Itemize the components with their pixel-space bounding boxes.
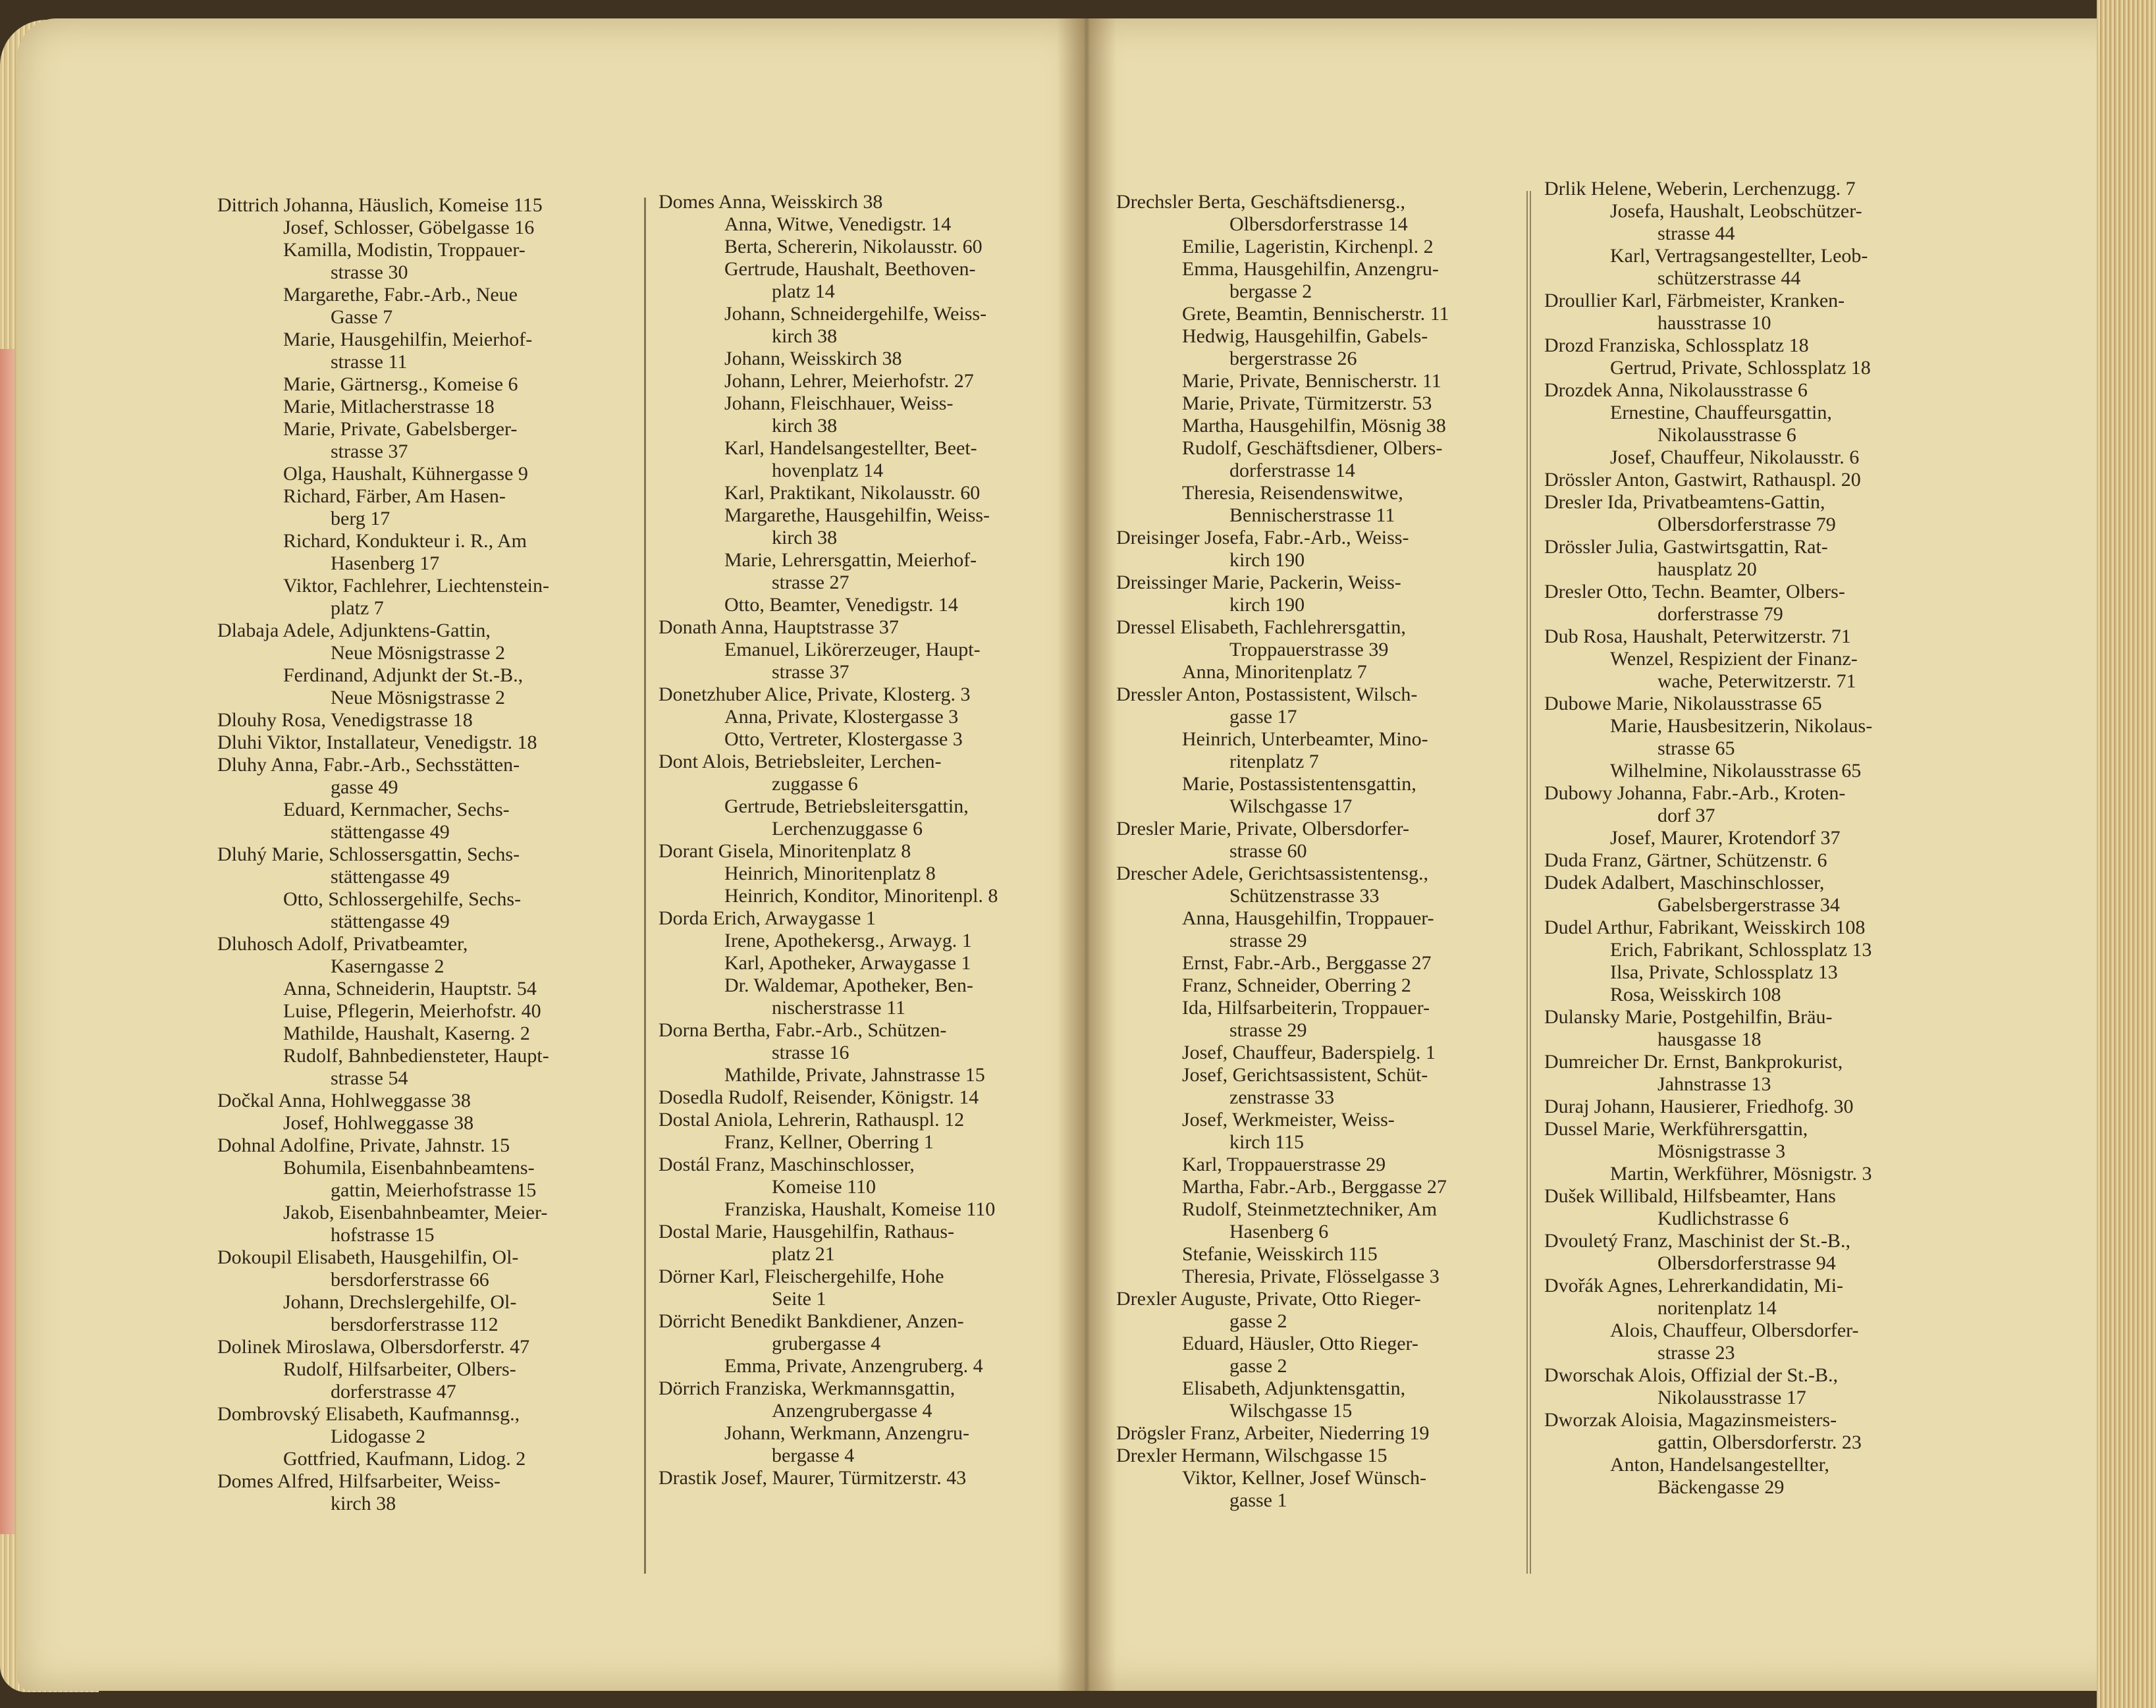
directory-continuation-line: Bennischerstrasse 11 [1229, 504, 1395, 526]
directory-continuation-line: Gabelsbergerstrasse 34 [1657, 894, 1840, 916]
directory-continuation-line: strasse 23 [1657, 1342, 1735, 1364]
directory-continuation-line: Kamilla, Modistin, Troppauer- [283, 239, 526, 261]
directory-continuation-line: dorferstrasse 47 [331, 1381, 456, 1402]
directory-continuation-line: Anna, Schneiderin, Hauptstr. 54 [283, 978, 537, 1000]
directory-continuation-line: Emilie, Lageristin, Kirchenpl. 2 [1182, 236, 1434, 257]
directory-continuation-line: Nikolausstrasse 6 [1657, 424, 1796, 446]
directory-continuation-line: Olbersdorferstrasse 79 [1657, 514, 1836, 535]
directory-continuation-line: stättengasse 49 [331, 866, 450, 888]
directory-continuation-line: Rudolf, Geschäftsdiener, Olbers- [1182, 437, 1443, 459]
page-edges-right [2097, 0, 2156, 1708]
directory-continuation-line: Irene, Apothekersg., Arwayg. 1 [724, 930, 972, 951]
directory-continuation-line: strasse 29 [1229, 930, 1307, 951]
directory-continuation-line: Theresia, Reisendenswitwe, [1182, 482, 1403, 504]
directory-continuation-line: dorferstrasse 79 [1657, 603, 1783, 625]
directory-continuation-line: Marie, Private, Bennischerstr. 11 [1182, 370, 1442, 392]
directory-entry-line: Dworschak Alois, Offizial der St.-B., [1544, 1364, 1839, 1386]
directory-continuation-line: strasse 16 [772, 1042, 849, 1063]
directory-continuation-line: Marie, Hausbesitzerin, Nikolaus- [1610, 715, 1873, 737]
directory-entry-line: Drössler Anton, Gastwirt, Rathauspl. 20 [1544, 469, 1861, 491]
directory-column-1 [217, 194, 639, 1515]
directory-continuation-line: Marie, Mitlacherstrasse 18 [283, 396, 495, 417]
directory-continuation-line: Johann, Fleischhauer, Weiss- [724, 392, 954, 414]
directory-continuation-line: Komeise 110 [772, 1176, 876, 1198]
directory-continuation-line: hausstrasse 10 [1657, 312, 1771, 334]
directory-entry-line: Drozd Franziska, Schlossplatz 18 [1544, 334, 1809, 356]
directory-continuation-line: Hasenberg 6 [1229, 1221, 1329, 1242]
directory-continuation-line: strasse 11 [331, 351, 408, 373]
directory-entry-line: Dressler Anton, Postassistent, Wilsch- [1116, 683, 1418, 705]
directory-continuation-line: kirch 190 [1229, 594, 1305, 616]
directory-entry-line: Dittrich Johanna, Häuslich, Komeise 115 [217, 194, 543, 216]
directory-entry-line: Dresler Marie, Private, Olbersdorfer- [1116, 818, 1410, 840]
directory-continuation-line: Nikolausstrasse 17 [1657, 1387, 1806, 1408]
directory-continuation-line: platz 14 [772, 280, 835, 302]
directory-continuation-line: Erich, Fabrikant, Schlossplatz 13 [1610, 939, 1872, 961]
directory-continuation-line: Olbersdorferstrasse 94 [1657, 1252, 1836, 1274]
directory-continuation-line: Anton, Handelsangestellter, [1610, 1454, 1829, 1476]
directory-entry-line: Dlabaja Adele, Adjunktens-Gattin, [217, 620, 491, 641]
directory-entry-line: Dluhy Anna, Fabr.-Arb., Sechsstätten- [217, 754, 520, 776]
directory-continuation-line: Martin, Werkführer, Mösnigstr. 3 [1610, 1163, 1872, 1185]
directory-entry-line: Dolinek Miroslawa, Olbersdorferstr. 47 [217, 1336, 530, 1358]
directory-continuation-line: Schützenstrasse 33 [1229, 885, 1380, 907]
directory-entry-line: Dreisinger Josefa, Fabr.-Arb., Weiss- [1116, 527, 1409, 548]
directory-continuation-line: Gasse 7 [331, 306, 393, 328]
directory-continuation-line: Martha, Hausgehilfin, Mösnig 38 [1182, 415, 1446, 437]
directory-entry-line: Domes Alfred, Hilfsarbeiter, Weiss- [217, 1470, 500, 1492]
directory-continuation-line: Anna, Private, Klostergasse 3 [724, 706, 959, 728]
directory-column-3 [1116, 191, 1521, 1512]
directory-entry-line: Dokoupil Elisabeth, Hausgehilfin, Ol- [217, 1246, 519, 1268]
directory-continuation-line: Johann, Schneidergehilfe, Weiss- [724, 303, 987, 325]
directory-entry-line: Dörner Karl, Fleischergehilfe, Hohe [659, 1266, 944, 1287]
directory-entry-line: Drastik Josef, Maurer, Türmitzerstr. 43 [659, 1467, 967, 1489]
directory-column-2 [659, 191, 1080, 1489]
directory-continuation-line: strasse 65 [1657, 737, 1735, 759]
directory-continuation-line: Rudolf, Steinmetztechniker, Am [1182, 1198, 1438, 1220]
directory-entry-line: Dorant Gisela, Minoritenplatz 8 [659, 840, 911, 862]
directory-continuation-line: Viktor, Fachlehrer, Liechtenstein- [283, 575, 549, 597]
directory-continuation-line: nischerstrasse 11 [772, 997, 905, 1019]
directory-entry-line: Dostal Marie, Hausgehilfin, Rathaus- [659, 1221, 955, 1242]
directory-continuation-line: wache, Peterwitzerstr. 71 [1657, 670, 1856, 692]
directory-continuation-line: Alois, Chauffeur, Olbersdorfer- [1610, 1320, 1859, 1341]
directory-continuation-line: kirch 38 [772, 415, 838, 437]
directory-continuation-line: grubergasse 4 [772, 1333, 881, 1354]
directory-continuation-line: Lerchenzuggasse 6 [772, 818, 923, 840]
directory-continuation-line: Neue Mösnigstrasse 2 [331, 687, 505, 708]
directory-entry-line: Dvořák Agnes, Lehrerkandidatin, Mi- [1544, 1275, 1844, 1296]
directory-continuation-line: Hasenberg 17 [331, 552, 440, 574]
directory-continuation-line: Rudolf, Hilfsarbeiter, Olbers- [283, 1358, 516, 1380]
directory-entry-line: Dluhi Viktor, Installateur, Venedigstr. 18 [217, 732, 537, 753]
directory-continuation-line: Jakob, Eisenbahnbeamter, Meier- [283, 1202, 548, 1223]
directory-continuation-line: Josef, Chauffeur, Baderspielg. 1 [1182, 1042, 1436, 1063]
directory-continuation-line: Troppauerstrasse 39 [1229, 639, 1389, 660]
directory-continuation-line: Heinrich, Konditor, Minoritenpl. 8 [724, 885, 998, 907]
directory-continuation-line: Ferdinand, Adjunkt der St.-B., [283, 664, 524, 686]
directory-continuation-line: strasse 60 [1229, 840, 1307, 862]
directory-entry-line: Dosedla Rudolf, Reisender, Königstr. 14 [659, 1086, 979, 1108]
directory-continuation-line: gasse 2 [1229, 1355, 1287, 1377]
directory-continuation-line: Viktor, Kellner, Josef Wünsch- [1182, 1467, 1426, 1489]
directory-continuation-line: Otto, Schlossergehilfe, Sechs- [283, 888, 522, 910]
directory-continuation-line: Richard, Kondukteur i. R., Am [283, 530, 527, 552]
directory-entry-line: Donetzhuber Alice, Private, Klosterg. 3 [659, 683, 971, 705]
directory-entry-line: Domes Anna, Weisskirch 38 [659, 191, 883, 213]
directory-continuation-line: Hedwig, Hausgehilfin, Gabels- [1182, 325, 1428, 347]
directory-continuation-line: Otto, Beamter, Venedigstr. 14 [724, 594, 958, 616]
directory-continuation-line: Stefanie, Weisskirch 115 [1182, 1243, 1378, 1265]
page-edge-tint [0, 349, 14, 1534]
directory-entry-line: Duda Franz, Gärtner, Schützenstr. 6 [1544, 849, 1827, 871]
directory-continuation-line: gasse 1 [1229, 1489, 1287, 1511]
directory-continuation-line: Kaserngasse 2 [331, 955, 445, 977]
directory-continuation-line: hausgasse 18 [1657, 1028, 1762, 1050]
directory-continuation-line: Mathilde, Haushalt, Kaserng. 2 [283, 1023, 530, 1044]
directory-entry-line: Dluhý Marie, Schlossersgattin, Sechs- [217, 843, 520, 865]
directory-entry-line: Donath Anna, Hauptstrasse 37 [659, 616, 899, 638]
directory-continuation-line: Karl, Vertragsangestellter, Leob- [1610, 245, 1868, 267]
directory-entry-line: Drexler Hermann, Wilschgasse 15 [1116, 1445, 1388, 1466]
directory-continuation-line: Emma, Private, Anzengruberg. 4 [724, 1355, 983, 1377]
directory-entry-line: Dubowe Marie, Nikolausstrasse 65 [1544, 693, 1822, 714]
directory-continuation-line: kirch 38 [772, 527, 838, 548]
directory-continuation-line: Marie, Gärtnersg., Komeise 6 [283, 373, 518, 395]
directory-continuation-line: gattin, Meierhofstrasse 15 [331, 1179, 537, 1201]
directory-continuation-line: Wenzel, Respizient der Finanz- [1610, 648, 1858, 670]
directory-entry-line: Dressel Elisabeth, Fachlehrersgattin, [1116, 616, 1406, 638]
directory-entry-line: Dluhosch Adolf, Privatbeamter, [217, 933, 468, 955]
directory-entry-line: Dudek Adalbert, Maschinschlosser, [1544, 872, 1825, 894]
directory-continuation-line: strasse 37 [772, 661, 849, 683]
directory-continuation-line: Franz, Kellner, Oberring 1 [724, 1131, 934, 1153]
directory-continuation-line: Marie, Hausgehilfin, Meierhof- [283, 329, 533, 350]
directory-continuation-line: dorf 37 [1657, 805, 1715, 826]
directory-continuation-line: Ernestine, Chauffeursgattin, [1610, 402, 1832, 423]
directory-continuation-line: Josef, Werkmeister, Weiss- [1182, 1109, 1395, 1131]
directory-continuation-line: kirch 190 [1229, 549, 1305, 571]
directory-entry-line: Dont Alois, Betriebsleiter, Lerchen- [659, 751, 942, 772]
directory-continuation-line: bergasse 2 [1229, 280, 1312, 302]
directory-continuation-line: Gertrude, Betriebsleitersgattin, [724, 795, 969, 817]
directory-entry-line: Dresler Otto, Techn. Beamter, Olbers- [1544, 581, 1845, 602]
directory-column-4 [1544, 178, 1992, 1499]
directory-entry-line: Dvouletý Franz, Maschinist der St.-B., [1544, 1230, 1850, 1252]
directory-entry-line: Dorna Bertha, Fabr.-Arb., Schützen- [659, 1019, 947, 1041]
directory-continuation-line: Karl, Praktikant, Nikolausstr. 60 [724, 482, 981, 504]
directory-continuation-line: hovenplatz 14 [772, 460, 884, 481]
directory-continuation-line: strasse 54 [331, 1067, 408, 1089]
directory-entry-line: Dombrovský Elisabeth, Kaufmannsg., [217, 1403, 520, 1425]
directory-entry-line: Drechsler Berta, Geschäftsdienersg., [1116, 191, 1405, 213]
directory-continuation-line: strasse 44 [1657, 223, 1735, 244]
directory-continuation-line: Marie, Private, Gabelsberger- [283, 418, 518, 440]
directory-continuation-line: Johann, Weisskirch 38 [724, 348, 902, 369]
directory-continuation-line: strasse 27 [772, 572, 849, 593]
directory-continuation-line: Karl, Troppauerstrasse 29 [1182, 1154, 1386, 1175]
directory-entry-line: Drössler Julia, Gastwirtsgattin, Rat- [1544, 536, 1828, 558]
directory-continuation-line: platz 21 [772, 1243, 835, 1265]
directory-continuation-line: berg 17 [331, 508, 391, 529]
directory-continuation-line: Gertrude, Haushalt, Beethoven- [724, 258, 976, 280]
directory-continuation-line: Gottfried, Kaufmann, Lidog. 2 [283, 1448, 526, 1470]
directory-continuation-line: Josefa, Haushalt, Leobschützer- [1610, 200, 1862, 222]
directory-entry-line: Dub Rosa, Haushalt, Peterwitzerstr. 71 [1544, 626, 1851, 647]
directory-continuation-line: bergerstrasse 26 [1229, 348, 1357, 369]
directory-continuation-line: bersdorferstrasse 66 [331, 1269, 489, 1291]
directory-continuation-line: Anna, Minoritenplatz 7 [1182, 661, 1367, 683]
directory-continuation-line: Johann, Werkmann, Anzengru- [724, 1422, 969, 1444]
directory-entry-line: Dubowy Johanna, Fabr.-Arb., Kroten- [1544, 782, 1846, 804]
directory-entry-line: Dulansky Marie, Postgehilfin, Bräu- [1544, 1006, 1833, 1028]
directory-entry-line: Dreissinger Marie, Packerin, Weiss- [1116, 572, 1401, 593]
directory-continuation-line: Josef, Hohlweggasse 38 [283, 1112, 474, 1134]
directory-continuation-line: Anna, Witwe, Venedigstr. 14 [724, 213, 952, 235]
directory-entry-line: Drescher Adele, Gerichtsassistentensg., [1116, 863, 1429, 884]
directory-continuation-line: Marie, Postassistentensgattin, [1182, 773, 1416, 795]
directory-entry-line: Dorda Erich, Arwaygasse 1 [659, 907, 876, 929]
directory-continuation-line: Johann, Lehrer, Meierhofstr. 27 [724, 370, 974, 392]
directory-continuation-line: Marie, Private, Türmitzerstr. 53 [1182, 392, 1432, 414]
directory-continuation-line: Eduard, Häusler, Otto Rieger- [1182, 1333, 1418, 1354]
directory-continuation-line: Berta, Schererin, Nikolausstr. 60 [724, 236, 983, 257]
directory-continuation-line: Wilschgasse 15 [1229, 1400, 1353, 1422]
column-rule-left [644, 198, 646, 1574]
directory-continuation-line: Mathilde, Private, Jahnstrasse 15 [724, 1064, 985, 1086]
directory-continuation-line: Josef, Maurer, Krotendorf 37 [1610, 827, 1841, 849]
directory-entry-line: Droullier Karl, Färbmeister, Kranken- [1544, 290, 1845, 311]
directory-continuation-line: Wilschgasse 17 [1229, 795, 1353, 817]
directory-continuation-line: Bohumila, Eisenbahnbeamtens- [283, 1157, 535, 1179]
directory-entry-line: Dlouhy Rosa, Venedigstrasse 18 [217, 709, 473, 731]
directory-continuation-line: kirch 38 [772, 325, 838, 347]
directory-continuation-line: zuggasse 6 [772, 773, 858, 795]
directory-entry-line: Dudel Arthur, Fabrikant, Weisskirch 108 [1544, 917, 1866, 938]
directory-continuation-line: Heinrich, Unterbeamter, Mino- [1182, 728, 1428, 750]
directory-continuation-line: gasse 2 [1229, 1310, 1287, 1332]
directory-entry-line: Drögsler Franz, Arbeiter, Niederring 19 [1116, 1422, 1430, 1444]
directory-entry-line: Dussel Marie, Werkführersgattin, [1544, 1118, 1808, 1140]
directory-continuation-line: noritenplatz 14 [1657, 1297, 1777, 1319]
directory-entry-line: Dohnal Adolfine, Private, Jahnstr. 15 [217, 1134, 510, 1156]
directory-continuation-line: strasse 30 [331, 261, 408, 283]
directory-continuation-line: ritenplatz 7 [1229, 751, 1319, 772]
directory-continuation-line: Karl, Apotheker, Arwaygasse 1 [724, 952, 971, 974]
directory-continuation-line: Eduard, Kernmacher, Sechs- [283, 799, 510, 820]
directory-continuation-line: Ida, Hilfsarbeiterin, Troppauer- [1182, 997, 1430, 1019]
directory-continuation-line: Lidogasse 2 [331, 1426, 426, 1447]
directory-continuation-line: Heinrich, Minoritenplatz 8 [724, 863, 936, 884]
directory-entry-line: Dworzak Aloisia, Magazinsmeisters- [1544, 1409, 1837, 1431]
directory-continuation-line: Mösnigstrasse 3 [1657, 1140, 1786, 1162]
directory-continuation-line: Seite 1 [772, 1288, 826, 1310]
directory-continuation-line: Anna, Hausgehilfin, Troppauer- [1182, 907, 1434, 929]
directory-continuation-line: Otto, Vertreter, Klostergasse 3 [724, 728, 963, 750]
directory-continuation-line: Richard, Färber, Am Hasen- [283, 485, 506, 507]
directory-continuation-line: bersdorferstrasse 112 [331, 1314, 499, 1335]
directory-continuation-line: Olbersdorferstrasse 14 [1229, 213, 1408, 235]
directory-entry-line: Dörrich Franziska, Werkmannsgattin, [659, 1377, 956, 1399]
directory-continuation-line: Karl, Handelsangestellter, Beet- [724, 437, 977, 459]
directory-continuation-line: gasse 17 [1229, 706, 1297, 728]
directory-continuation-line: Kudlichstrasse 6 [1657, 1208, 1789, 1229]
directory-continuation-line: Margarethe, Fabr.-Arb., Neue [283, 284, 518, 306]
directory-continuation-line: hausplatz 20 [1657, 558, 1757, 580]
directory-continuation-line: Martha, Fabr.-Arb., Berggasse 27 [1182, 1176, 1447, 1198]
directory-continuation-line: stättengasse 49 [331, 821, 450, 843]
directory-entry-line: Drlik Helene, Weberin, Lerchenzugg. 7 [1544, 178, 1856, 200]
directory-continuation-line: Franz, Schneider, Oberring 2 [1182, 974, 1411, 996]
directory-continuation-line: Ernst, Fabr.-Arb., Berggasse 27 [1182, 952, 1432, 974]
directory-continuation-line: Anzengrubergasse 4 [772, 1400, 932, 1422]
directory-continuation-line: Luise, Pflegerin, Meierhofstr. 40 [283, 1000, 541, 1022]
directory-continuation-line: platz 7 [331, 597, 384, 619]
directory-entry-line: Drexler Auguste, Private, Otto Rieger- [1116, 1288, 1421, 1310]
directory-continuation-line: Bäckengasse 29 [1657, 1476, 1785, 1498]
directory-continuation-line: Rudolf, Bahnbediensteter, Haupt- [283, 1045, 549, 1067]
directory-continuation-line: gattin, Olbersdorferstr. 23 [1657, 1431, 1862, 1453]
directory-continuation-line: Theresia, Private, Flösselgasse 3 [1182, 1266, 1440, 1287]
directory-continuation-line: Gertrud, Private, Schlossplatz 18 [1610, 357, 1871, 379]
directory-continuation-line: strasse 37 [331, 440, 408, 462]
directory-entry-line: Dočkal Anna, Hohlweggasse 38 [217, 1090, 471, 1111]
directory-continuation-line: kirch 38 [331, 1493, 396, 1514]
directory-entry-line: Duraj Johann, Hausierer, Friedhofg. 30 [1544, 1096, 1854, 1117]
directory-continuation-line: Grete, Beamtin, Bennischerstr. 11 [1182, 303, 1449, 325]
directory-continuation-line: hofstrasse 15 [331, 1224, 435, 1246]
directory-entry-line: Dostal Aniola, Lehrerin, Rathauspl. 12 [659, 1109, 965, 1131]
directory-continuation-line: kirch 115 [1229, 1131, 1305, 1153]
directory-continuation-line: zenstrasse 33 [1229, 1086, 1335, 1108]
directory-continuation-line: Margarethe, Hausgehilfin, Weiss- [724, 504, 990, 526]
directory-continuation-line: Josef, Schlosser, Göbelgasse 16 [283, 217, 535, 238]
directory-entry-line: Dušek Willibald, Hilfsbeamter, Hans [1544, 1185, 1836, 1207]
directory-continuation-line: Dr. Waldemar, Apotheker, Ben- [724, 974, 973, 996]
directory-continuation-line: Josef, Chauffeur, Nikolausstr. 6 [1610, 446, 1860, 468]
directory-continuation-line: Josef, Gerichtsassistent, Schüt- [1182, 1064, 1428, 1086]
directory-continuation-line: Olga, Haushalt, Kühnergasse 9 [283, 463, 528, 485]
directory-continuation-line: stättengasse 49 [331, 911, 450, 932]
column-rule-right [1526, 191, 1532, 1574]
directory-continuation-line: dorferstrasse 14 [1229, 460, 1355, 481]
directory-entry-line: Dostál Franz, Maschinschlosser, [659, 1154, 915, 1175]
directory-continuation-line: Emanuel, Likörerzeuger, Haupt- [724, 639, 981, 660]
directory-continuation-line: bergasse 4 [772, 1445, 855, 1466]
directory-continuation-line: Elisabeth, Adjunktensgattin, [1182, 1377, 1406, 1399]
directory-continuation-line: Rosa, Weisskirch 108 [1610, 984, 1781, 1005]
directory-continuation-line: strasse 29 [1229, 1019, 1307, 1041]
directory-continuation-line: Neue Mösnigstrasse 2 [331, 642, 505, 664]
directory-entry-line: Drozdek Anna, Nikolausstrasse 6 [1544, 379, 1808, 401]
directory-continuation-line: Emma, Hausgehilfin, Anzengru- [1182, 258, 1439, 280]
directory-continuation-line: gasse 49 [331, 776, 398, 798]
directory-continuation-line: Ilsa, Private, Schlossplatz 13 [1610, 961, 1838, 983]
directory-continuation-line: Marie, Lehrersgattin, Meierhof- [724, 549, 977, 571]
directory-entry-line: Dresler Ida, Privatbeamtens-Gattin, [1544, 491, 1825, 513]
directory-continuation-line: schützerstrasse 44 [1657, 267, 1801, 289]
directory-entry-line: Dumreicher Dr. Ernst, Bankprokurist, [1544, 1051, 1843, 1073]
directory-continuation-line: Johann, Drechslergehilfe, Ol- [283, 1291, 517, 1313]
directory-entry-line: Dörricht Benedikt Bankdiener, Anzen- [659, 1310, 964, 1332]
directory-continuation-line: Jahnstrasse 13 [1657, 1073, 1771, 1095]
directory-continuation-line: Wilhelmine, Nikolausstrasse 65 [1610, 760, 1862, 782]
directory-continuation-line: Franziska, Haushalt, Komeise 110 [724, 1198, 996, 1220]
